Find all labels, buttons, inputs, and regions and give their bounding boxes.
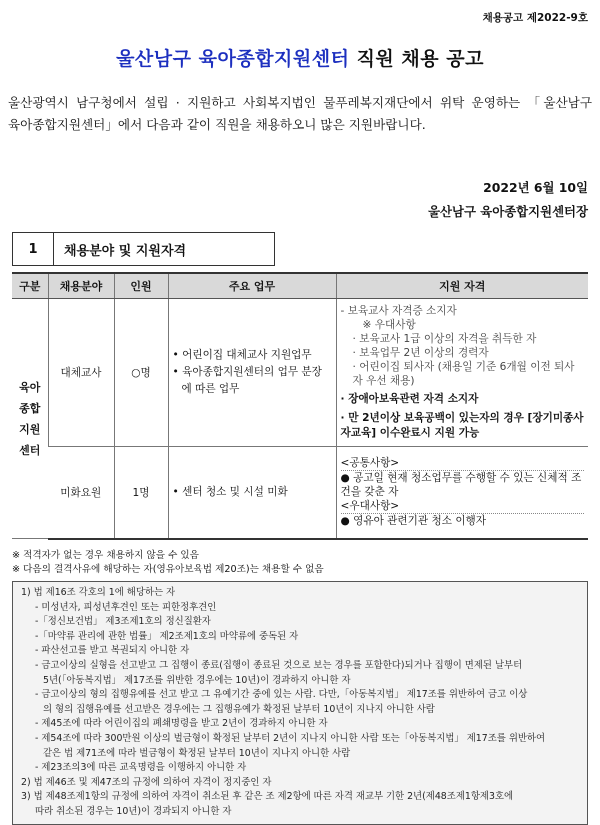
qualification-cell: - 보육교사 자격증 소지자 ※ 우대사항 · 보육교사 1급 이상의 자격을 취득한 자 · 보육업무 2년 이상의 경력자 · 어린이집 퇴사자 (채용일 기준 6개월 이전 퇴사자 우선 채용) · 장애아보육관련 자격 소지자 · 만 2년이상 보육공백이 있는자의 경우 [장기미종사자교육] 이수완료시 지원 가능 bbox=[336, 299, 588, 447]
note-item: ※ 다음의 결격사유에 해당하는 자(영유아보육법 제20조)는 채용할 수 없음 bbox=[12, 564, 324, 575]
disqualification-box: 1) 법 제16조 각호의 1에 해당하는 자 - 미성년자, 피성년후견인 또는 피한정후견인 -「정신보건법」 제3조제1호의 정신질환자 -「마약류 관리에 관한 법률」 제2조제1호의 마약류에 중독된 자 - 파산선고를 받고 복권되지 아니한 자 - 금고이상의 실형을 선고받고 그 집행이 종료(집행이 종료된 것으로 보는 경우를 포함한다)되거나 집행이 면제된 날부터 5년(「아동복지법」 제17조를 위반한 경우에는 10년)이 경과하지 아니한 자 - 금고이상의 형의 집행유예를 선고 받고 그 유예기간 중에 있는 사람. 다만,「아동복지법」 제17조를 위반하여 금고 이상 의 형의 집행유예를 선고받은 경우에는 그 집행유예가 확정된 날부터 10년이 지나지 아니한 사람 - 제45조에 따라 어린이집의 폐쇄명령을 받고 2년이 경과하지 아니한 자 - 제54조에 따라 300만원 이상의 벌금형이 확정된 날부터 2년이 지나지 아니한 사람 또는「아동복지법」 제17조를 위반하여 같은 법 제71조에 따라 벌금형이 확정된 날부터 10년이 지나지 아니한 사람 - 제23조의3에 따른 교육명령을 이행하지 아니한 자 2) 법 제46조 및 제47조의 규정에 의하여 자격이 정지중인 자 3) 법 제48조제1항의 규정에 의하여 자격이 취소된 후 같은 조 제2항에 따른 자격 재교부 기한 2년(제48조제1항제3호에 따라 취소된 경우는 10년)이 경과되지 아니한 자 bbox=[12, 581, 588, 825]
field-cell: 미화요원 bbox=[48, 447, 114, 539]
title-center-name: 울산남구 육아종합지원센터 bbox=[116, 48, 350, 70]
count-cell: ○명 bbox=[114, 299, 168, 447]
announcement-date: 2022년 6월 10일 bbox=[483, 180, 588, 195]
field-cell: 대체교사 bbox=[48, 299, 114, 447]
table-header-row bbox=[12, 273, 588, 299]
notice-number: 채용공고 제2022-9호 bbox=[482, 12, 588, 24]
header-count: 인원 bbox=[114, 273, 168, 299]
signer: 울산남구 육아종합지원센터장 bbox=[428, 204, 588, 219]
header-field: 채용분야 bbox=[48, 273, 114, 299]
notes bbox=[12, 549, 324, 577]
duties-cell: • 어린이집 대체교사 지원업무 • 육아종합지원센터의 업무 분장에 따른 업무 bbox=[168, 299, 336, 447]
title-rest: 직원 채용 공고 bbox=[349, 48, 484, 70]
recruitment-table bbox=[12, 272, 588, 540]
section-heading bbox=[12, 232, 275, 266]
header-qualification: 지원 자격 bbox=[336, 273, 588, 299]
qualification-cell: <공통사항> ● 공고일 현재 청소업무를 수행할 수 있는 신체적 조건을 갖춘 자 <우대사항> ● 영유아 관련기관 청소 이행자 bbox=[336, 447, 588, 539]
duties-cell: • 센터 청소 및 시설 미화 bbox=[168, 447, 336, 539]
page-title bbox=[0, 44, 600, 71]
count-cell: 1명 bbox=[114, 447, 168, 539]
intro-paragraph: 울산광역시 남구청에서 설립 · 지원하고 사회복지법인 물푸레복지재단에서 위탁 운영하는 「울산남구 육아종합지원센터」에서 다음과 같이 직원을 채용하오니 많은 지원바랍니다. bbox=[8, 95, 592, 132]
section-number: 1 bbox=[13, 233, 54, 265]
note-item: ※ 적격자가 없는 경우 채용하지 않을 수 있음 bbox=[12, 550, 199, 561]
section-title: 채용분야 및 지원자격 bbox=[64, 243, 187, 259]
table-row bbox=[12, 299, 588, 447]
org-cell: 육아 종합 지원 센터 bbox=[12, 299, 48, 539]
table-row bbox=[12, 447, 588, 539]
header-category: 구분 bbox=[12, 273, 48, 299]
header-duties: 주요 업무 bbox=[168, 273, 336, 299]
